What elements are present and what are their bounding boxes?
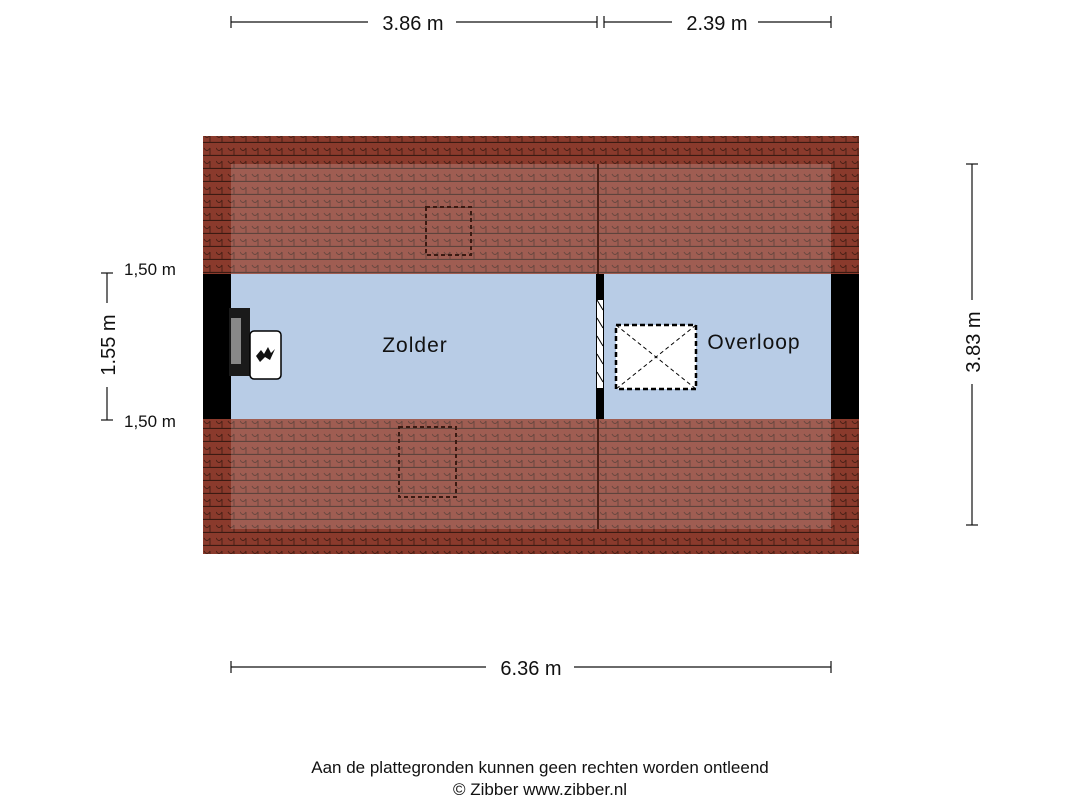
dimension-bottom xyxy=(231,653,831,681)
dimension-label: 2.39 m xyxy=(686,13,748,35)
dimension-label: 6.36 m xyxy=(500,658,562,680)
dimension-right xyxy=(959,164,985,525)
wall-right xyxy=(831,274,859,419)
dimension-left xyxy=(94,260,176,431)
dimension-top-left xyxy=(231,8,597,36)
dimension-label: 3.83 m xyxy=(963,311,985,373)
attic-hatch xyxy=(616,325,696,389)
knee-wall-height-label: 1,50 m xyxy=(124,260,176,279)
dimension-label: 1.55 m xyxy=(98,314,120,376)
partition-wall xyxy=(596,274,604,419)
dimension-top-right xyxy=(604,8,831,36)
wall-left xyxy=(203,274,231,419)
dimension-label: 3.86 m xyxy=(382,13,444,35)
knee-wall-height-label: 1,50 m xyxy=(124,412,176,431)
roof-top xyxy=(203,136,859,274)
room-label-overloop: Overloop xyxy=(707,331,801,354)
roof-bottom xyxy=(203,419,859,554)
disclaimer-text: Aan de plattegronden kunnen geen rechten worden ontleend xyxy=(311,758,769,777)
room-label-zolder: Zolder xyxy=(382,334,448,357)
copyright-text: © Zibber www.zibber.nl xyxy=(452,780,628,799)
